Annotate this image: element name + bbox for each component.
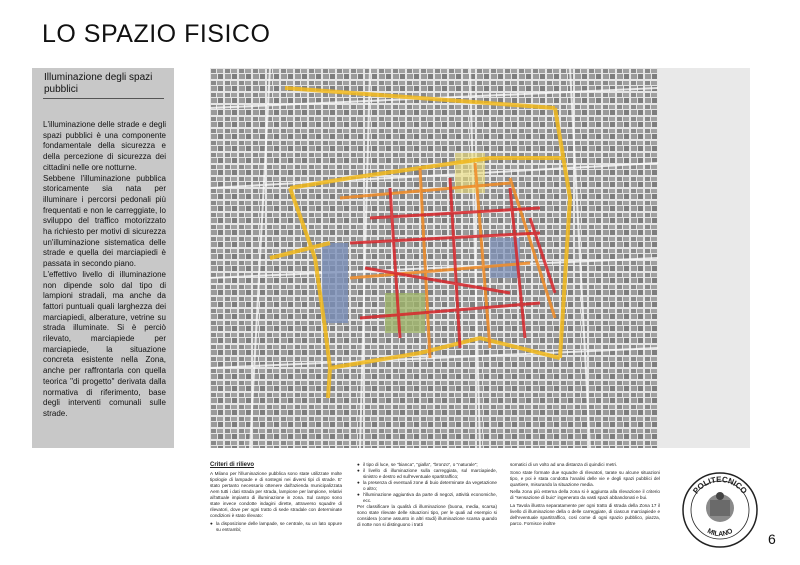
- criteri-column-3: [510, 462, 660, 528]
- criteri-bullet-text: il tipo di luce, se "bianca", "gialla", "bronzo", o "naturale";: [363, 462, 478, 467]
- bullet-icon: ●: [357, 480, 360, 485]
- criteri-text: somatici di un volto ad una distanza di quindici metri.: [510, 462, 618, 467]
- sidebar-paragraph: L'effettivo livello di illuminazione non dipende solo dal tipo di lampioni stradali, ma anche da fattori puntuali quali larghezza dei marciapiedi, alberature, vetrine su strada illuminate. Si è perciò rilevato, marciapiede per marciapiede, la situazione concreta esistente nella Zona, anche per raffrontarla con quella teorica "di progetto" derivata dalla normativa di riferimento, base degli interventi comunali sulle strade.: [43, 269, 166, 418]
- criteri-text: A Milano per l'illuminazione pubblica sono state utilizzate molte tipologie di lampade e di sostegni nei diversi tipi di strade. E' stato pertanto necessario ottenere dall'azienda municipalizzata Aem tutti i dati strada per strada, lampione per lampione, relativi all'attuale impianto di illuminazione in zona. Sul campo sono state invece condotte indagini dirette, attraverso squadre di rilevatori, dove per ogni tratto di sede stradale con determinate condizioni è stato rilevato:: [210, 471, 342, 518]
- criteri-bullet: [210, 521, 342, 533]
- page-title: LO SPAZIO FISICO: [42, 20, 271, 48]
- criteri-bullet: [357, 468, 497, 480]
- sidebar-panel: [32, 68, 174, 448]
- sidebar-paragraph: L'illuminazione delle strade e degli spazi pubblici è una componente fondamentale della sicurezza e della percezione di sicurezza dei cittadini nelle ore notturne.: [43, 120, 166, 172]
- criteri-text: Sono state formate due squadre di rilevatori, tarate su alcune situazioni tipo, e poi è stata condotta l'analisi delle vie e degli spazi pubblici del quartiere, misurando la situazione media.: [510, 469, 660, 487]
- criteri-bullet: [357, 480, 497, 492]
- page-number: 6: [768, 531, 776, 547]
- bullet-icon: ●: [210, 520, 213, 526]
- bullet-icon: ●: [357, 462, 360, 467]
- map-image: [210, 68, 658, 448]
- criteri-text: Per classificare la qualità di illuminazione (buona, media, scarsa) sono state rilevate delle situazioni tipo, per le quali ad esempio si considera (come assunto in altri studi) illuminazione scarsa quando di notte non si distinguono i tratti: [357, 504, 497, 527]
- criteri-column-2: [357, 462, 497, 530]
- bullet-icon: ●: [357, 468, 360, 473]
- sidebar-body: [43, 120, 166, 420]
- bullet-icon: ●: [357, 492, 360, 497]
- criteri-title: Criteri di rilievo: [210, 462, 255, 468]
- criteri-bullet-text: il livello di illuminazione sulla carreggiata, sul marciapiede, sinistro e destro ed sull'eventuale spartitraffico;: [363, 468, 497, 479]
- criteri-text: Nella zona più esterna della zona si è aggiunta alla rilevazione il criterio di "sensazione di buio" ingenerato da vasti spazi abbandonati e bui.: [510, 489, 660, 500]
- criteri-bullet-text: la presenza di eventuali zone di buio determinate da vegetazione o altro;: [363, 480, 497, 491]
- svg-text:POLITECNICO: POLITECNICO: [691, 474, 749, 496]
- politecnico-seal-logo: [680, 470, 760, 550]
- lighting-map: [210, 68, 750, 448]
- sidebar-heading: Illuminazione degli spazi pubblici: [44, 72, 153, 95]
- heading-divider: [43, 98, 164, 99]
- sidebar-paragraph: Sebbene l'illuminazione pubblica storicamente sia nata per illuminare i percorsi pedonali più frequentati e non le carreggiate, lo sviluppo del traffico motorizzato ha richiesto per motivi di sicurezza un'illuminazione sistematica delle strade e quella dei marciapiedi è passata in secondo piano.: [43, 173, 166, 269]
- criteri-column-1: [210, 471, 342, 533]
- svg-text:MILANO: MILANO: [705, 527, 735, 539]
- criteri-text: La Tavola illustra separatamente per ogni tratto di strada della Zona 17 il livello di illuminazione della o delle carreggiate, di ciascun marciapiede e dell'eventuale spartitraffico, così come di ogni spazio pubblico, piazza, parco. Fornisce inoltre: [510, 502, 660, 526]
- criteri-section: [200, 462, 665, 550]
- criteri-bullet-text: l'illuminazione aggiuntiva da parte di negozi, attività economiche, ecc.: [363, 492, 497, 503]
- criteri-bullet-text: la disposizione delle lampade, se centrale, su un lato oppure su entrambi;: [216, 520, 342, 532]
- criteri-bullet: [357, 492, 497, 504]
